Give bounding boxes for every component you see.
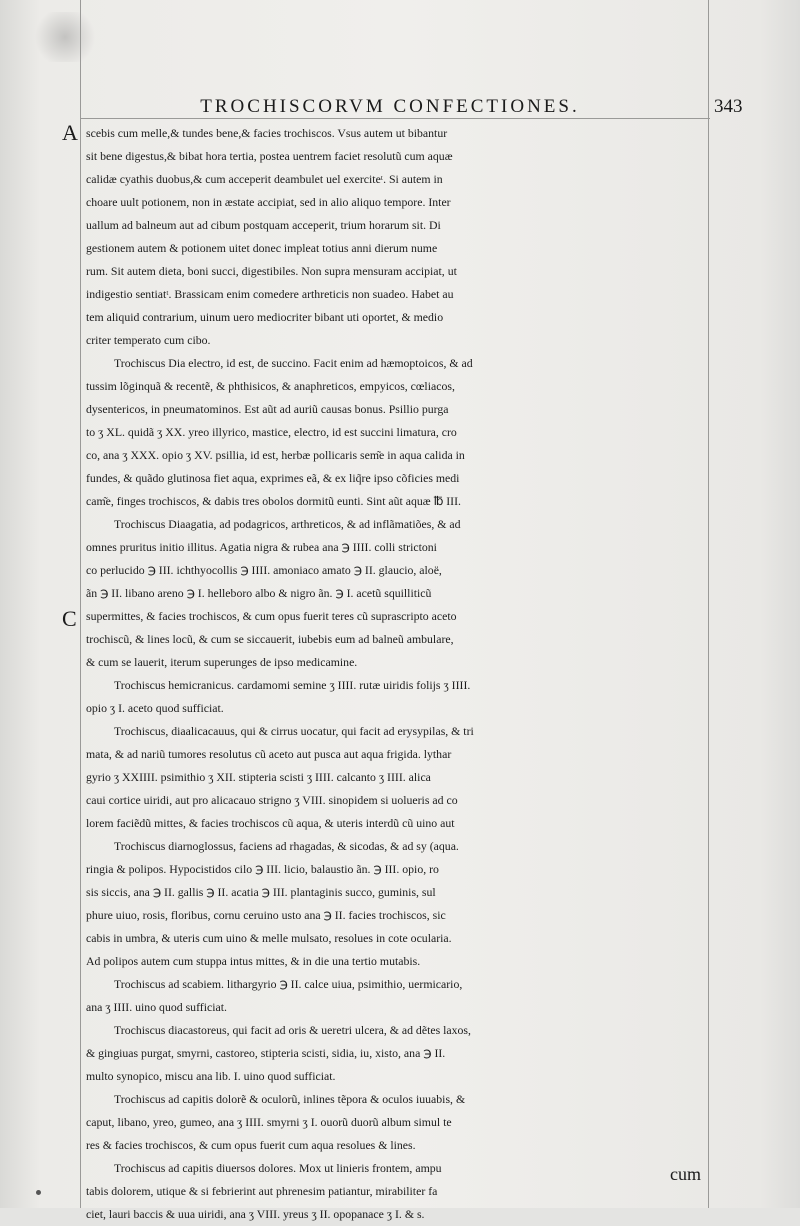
text-line: uallum ad balneum aut ad cibum postquam acceperit, trium horarum sit. Di — [86, 218, 441, 232]
text-line: ãn ℈ II. libano areno ℈ I. helleboro albo & nigro ãn. ℈ I. acetũ squilliticũ — [86, 586, 432, 600]
text-line: caput, libano, yreo, gumeo, ana ʒ IIII. smyrni ʒ I. ouorũ duorũ album simul te — [86, 1115, 452, 1129]
text-line: tussim lõginquã & recentẽ, & phthisicos, & anaphreticos, empyicos, cœliacos, — [86, 379, 455, 393]
header-rule — [80, 118, 710, 119]
text-line: ana ʒ IIII. uino quod sufficiat. — [86, 1000, 227, 1014]
text-line: dysentericos, in pneumatominos. Est aũt ad auriũ causas bonus. Psillio purga — [86, 402, 449, 416]
text-line: omnes pruritus initio illitus. Agatia nigra & rubea ana ℈ IIII. colli strictoni — [86, 540, 437, 554]
text-line: phure uiuo, rosis, floribus, cornu ceruino usto ana ℈ II. facies trochiscos, sic — [86, 908, 446, 922]
text-line: Trochiscus diarnoglossus, faciens ad rhagadas, & sicodas, & ad sy (aqua. — [114, 839, 459, 853]
text-line: Trochiscus Dia electro, id est, de succino. Facit enim ad hæmoptoicos, & ad — [114, 356, 473, 370]
text-line: sit bene digestus,& bibat hora tertia, postea uentrem faciet resolutũ cum aquæ — [86, 149, 453, 163]
text-line: Trochiscus ad capitis diuersos dolores. Mox ut linieris frontem, ampu — [114, 1161, 442, 1175]
text-line: Trochiscus hemicranicus. cardamomi semine ʒ IIII. rutæ uiridis folijs ʒ IIII. — [114, 678, 471, 692]
text-line: ciet, lauri baccis & uua uiridi, ana ʒ VIII. yreus ʒ II. opopanace ʒ I. & s. — [86, 1207, 425, 1221]
page-number: 343 — [714, 96, 743, 117]
text-line: criter temperato cum cibo. — [86, 333, 211, 347]
text-line: Trochiscus diacastoreus, qui facit ad oris & ueretri ulcera, & ad dẽtes laxos, — [114, 1023, 471, 1037]
text-line: fundes, & quãdo glutinosa fiet aqua, exprimes eã, & ex liq̃re ipso cõficies medi — [86, 471, 460, 485]
text-line: multo synopico, miscu ana lib. I. uino quod sufficiat. — [86, 1069, 336, 1083]
text-line: to ʒ XL. quidã ʒ XX. yreo illyrico, mastice, electro, id est succini limatura, cro — [86, 425, 457, 439]
catchword: cum — [670, 1164, 701, 1184]
text-line: Trochiscus ad scabiem. lithargyrio ℈ II. calce uiua, psimithio, uermicario, — [114, 977, 463, 991]
ink-dot — [36, 1190, 41, 1195]
text-line: cabis in umbra, & uteris cum uino & melle mulsato, resolues in cote ocularia. — [86, 931, 452, 945]
text-line: gestionem autem & potionem uitet donec impleat totius anni dierum nume — [86, 241, 438, 255]
text-line: supermittes, & facies trochiscos, & cum opus fuerit teres cũ suprascripto aceto — [86, 609, 457, 623]
text-line: indigestio sentiatᵗ. Brassicam enim comedere arthreticis non suadeo. Habet au — [86, 287, 454, 301]
text-line: lorem faciẽdũ mittes, & facies trochiscos cũ aqua, & uteris interdũ cũ uino aut — [86, 816, 455, 830]
text-line: res & facies trochiscos, & cum opus fuerit cum aqua resolues & lines. — [86, 1138, 416, 1152]
text-line: tem aliquid contrarium, uinum uero mediocriter bibant uti oportet, & medio — [86, 310, 444, 324]
text-line: trochiscũ, & lines locũ, & cum se siccauerit, iubebis eum ad balneũ ambulare, — [86, 632, 454, 646]
text-line: gyrio ʒ XXIIII. psimithio ʒ XII. stipteria scisti ʒ IIII. calcanto ʒ IIII. alica — [86, 770, 431, 784]
text-line: ringia & polipos. Hypocistidos cilo ℈ III. licio, balaustio ãn. ℈ III. opio, ro — [86, 862, 439, 876]
running-title: TROCHISCORVM CONFECTIONES. — [200, 96, 580, 117]
text-line: rum. Sit autem dieta, boni succi, digestibiles. Non supra mensuram accipiat, ut — [86, 264, 457, 278]
text-line: caui cortice uiridi, aut pro alicacauo strigno ʒ VIII. sinopidem si uolueris ad co — [86, 793, 458, 807]
left-margin-rule — [80, 0, 81, 1208]
body-text — [86, 122, 712, 1226]
text-line: scebis cum melle,& tundes bene,& facies trochiscos. Vsus autem ut bibantur — [86, 126, 448, 140]
text-line: co perlucido ℈ III. ichthyocollis ℈ IIII. amoniaco amato ℈ II. glaucio, aloë, — [86, 563, 442, 577]
text-line: Trochiscus, diaalicacauus, qui & cirrus uocatur, qui facit ad erysypilas, & tri — [114, 724, 474, 738]
text-line: Trochiscus Diaagatia, ad podagricos, arthreticos, & ad inflãmatiões, & ad — [114, 517, 461, 531]
text-line: opio ʒ I. aceto quod sufficiat. — [86, 701, 224, 715]
text-line: Trochiscus ad capitis dolorẽ & oculorũ, inlines tẽpora & oculos iuuabis, & — [114, 1092, 466, 1106]
text-line: co, ana ʒ XXX. opio ʒ XV. psillia, id est, herbæ pollicaris sem͂e in aqua calida in — [86, 448, 465, 462]
margin-letter-c: C — [62, 606, 77, 631]
text-line: & cum se lauerit, iterum superunges de ipso medicamine. — [86, 655, 358, 669]
text-line: tabis dolorem, utique & si febrierint aut phrenesim patiantur, mirabiliter fa — [86, 1184, 438, 1198]
text-line: choare uult potionem, non in æstate accipiat, sed in alio aliquo tempore. Inter — [86, 195, 451, 209]
ink-smudge — [30, 12, 100, 62]
margin-letter-a: A — [62, 120, 78, 145]
text-line: mata, & ad nariũ tumores resolutus cũ aceto aut pusca aut aqua frigida. lythar — [86, 747, 452, 761]
text-line: calidæ cyathis duobus,& cum acceperit deambulet uel exerciteᵗ. Si autem in — [86, 172, 443, 186]
text-line: sis siccis, ana ℈ II. gallis ℈ II. acatia ℈ III. plantaginis succo, guminis, sul — [86, 885, 436, 899]
text-line: Ad polipos autem cum stuppa intus mittes, & in die una tertio mutabis. — [86, 954, 421, 968]
text-line: cam͂e, finges trochiscos, & dabis tres obolos dormitũ eunti. Sint aũt aquæ ℔ III. — [86, 494, 461, 508]
text-line: & gingiuas purgat, smyrni, castoreo, stipteria scisti, sidia, iu, xisto, ana ℈ II. — [86, 1046, 446, 1060]
